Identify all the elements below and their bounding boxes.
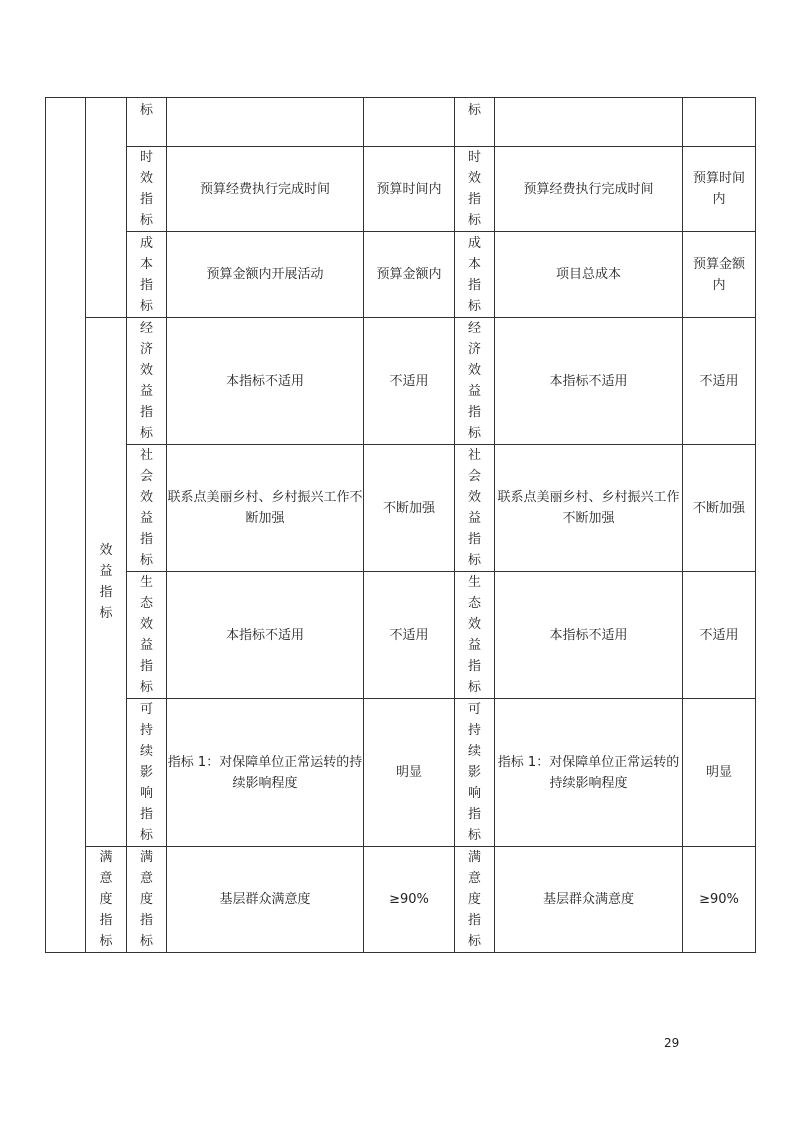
indicator-value-cell: 预算时间 内: [683, 147, 756, 232]
indicator-label-cell: 社 会 效 益 指 标: [127, 445, 167, 572]
indicator-content-cell: 预算经费执行完成时间: [167, 147, 364, 232]
indicator-value-cell: ≥90%: [683, 847, 756, 953]
benefit-group-cell: 效 益 指 标: [86, 318, 127, 847]
table-row: [46, 318, 756, 445]
indicator-value-cell: 预算金额 内: [683, 232, 756, 318]
indicator-value-cell: 预算金额内: [364, 232, 455, 318]
indicator-label-cell: 满 意 度 指 标: [127, 847, 167, 953]
page-number: 29: [664, 1036, 680, 1050]
indicator-label-cell: 社 会 效 益 指 标: [455, 445, 495, 572]
table-row: [46, 147, 756, 232]
indicator-value-cell: 不适用: [683, 318, 756, 445]
blank-cell: [167, 98, 364, 147]
indicator-label-cell: 经 济 效 益 指 标: [455, 318, 495, 445]
indicator-content-cell: 联系点美丽乡村、乡村振兴工作不断加强: [167, 445, 364, 572]
blank-cell: [364, 98, 455, 147]
blank-cell: [495, 98, 683, 147]
indicator-value-cell: 预算时间内: [364, 147, 455, 232]
indicator-label-cell: 满 意 度 指 标: [455, 847, 495, 953]
indicator-value-cell: 不适用: [364, 572, 455, 699]
indicator-label-cell: 经 济 效 益 指 标: [127, 318, 167, 445]
indicator-label-cell: 生 态 效 益 指 标: [455, 572, 495, 699]
indicator-content-cell: 指标 1：对保障单位正常运转的持续影响程度: [167, 699, 364, 847]
indicator-content-cell: 本指标不适用: [167, 572, 364, 699]
indicator-value-cell: 不断加强: [683, 445, 756, 572]
indicator-value-cell: 明显: [364, 699, 455, 847]
indicator-label-cell: 可 持 续 影 响 指 标: [127, 699, 167, 847]
indicator-label-cell: 时 效 指 标: [127, 147, 167, 232]
indicator-label-cell: 成 本 指 标: [127, 232, 167, 318]
table-row: [46, 699, 756, 847]
indicator-content-cell: 联系点美丽乡村、乡村振兴工作不断加强: [495, 445, 683, 572]
satisfaction-group-cell: 满 意 度 指 标: [86, 847, 127, 953]
output-group-cell: [86, 98, 127, 318]
indicator-label-cell: 标: [127, 98, 167, 147]
indicator-label-cell: 时 效 指 标: [455, 147, 495, 232]
indicator-content-cell: 本指标不适用: [167, 318, 364, 445]
indicator-value-cell: 明显: [683, 699, 756, 847]
indicator-value-cell: 不断加强: [364, 445, 455, 572]
indicator-value-cell: ≥90%: [364, 847, 455, 953]
indicator-content-cell: 本指标不适用: [495, 318, 683, 445]
indicator-value-cell: 不适用: [364, 318, 455, 445]
indicator-label-cell: 可 持 续 影 响 指 标: [455, 699, 495, 847]
indicator-content-cell: 基层群众满意度: [167, 847, 364, 953]
table-row: [46, 572, 756, 699]
blank-cell: [683, 98, 756, 147]
table-row: [46, 232, 756, 318]
indicator-content-cell: 本指标不适用: [495, 572, 683, 699]
indicator-value-cell: 不适用: [683, 572, 756, 699]
indicator-content-cell: 预算金额内开展活动: [167, 232, 364, 318]
indicator-content-cell: 基层群众满意度: [495, 847, 683, 953]
performance-indicator-table: [45, 97, 756, 953]
indicator-content-cell: 预算经费执行完成时间: [495, 147, 683, 232]
indicator-label-cell: 生 态 效 益 指 标: [127, 572, 167, 699]
indicator-content-cell: 项目总成本: [495, 232, 683, 318]
indicator-label-cell: 成 本 指 标: [455, 232, 495, 318]
indicator-content-cell: 指标 1：对保障单位正常运转的持续影响程度: [495, 699, 683, 847]
table-row: [46, 98, 756, 147]
indicator-label-cell: 标: [455, 98, 495, 147]
table-row: [46, 445, 756, 572]
table-row: [46, 847, 756, 953]
outer-blank-cell: [46, 98, 86, 953]
